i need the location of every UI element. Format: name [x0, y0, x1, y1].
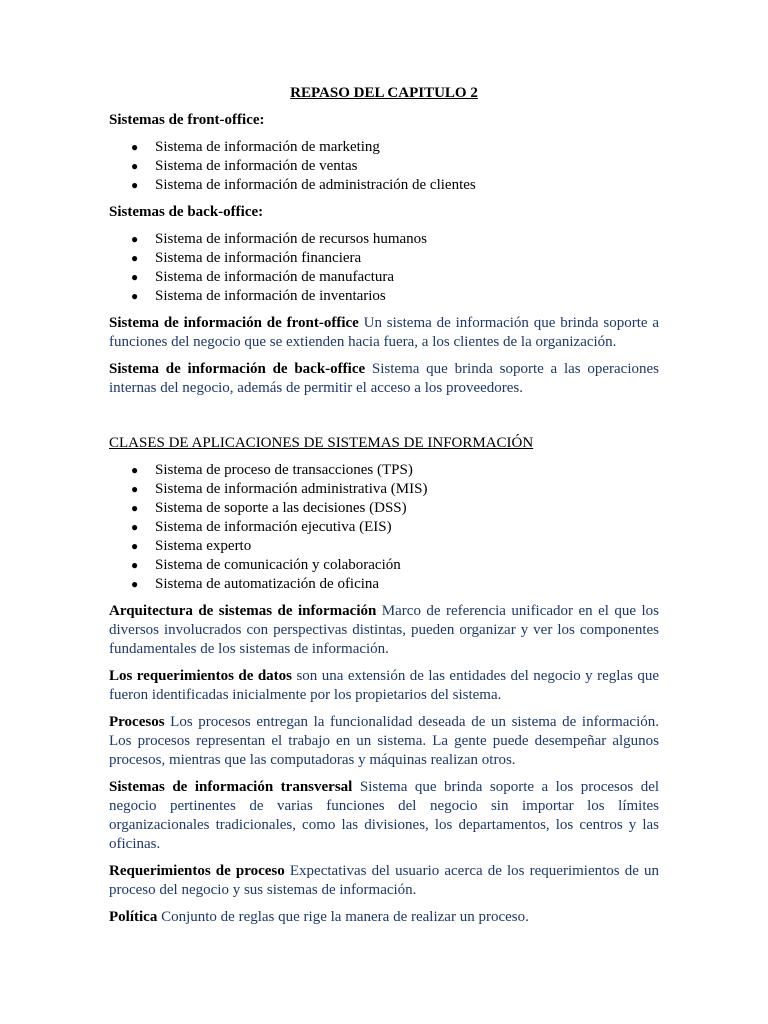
document-page — [109, 84, 659, 935]
definition-desc: Marco de referencia unificador en el que los diversos involucrados con perspectivas distintas, pueden organizar y ver los componentes fundamentales de los sistemas de información. — [109, 603, 659, 657]
front-office-heading: Sistemas de front-office: — [109, 112, 265, 128]
front-office-list — [109, 138, 659, 195]
list-item: ● Sistema de información de administración de clientes — [131, 177, 476, 193]
definition-term: Sistemas de información transversal — [109, 779, 353, 795]
bullet-icon: ● — [131, 251, 139, 265]
document-title: REPASO DEL CAPITULO 2 — [290, 85, 478, 101]
definition-desc: Un sistema de información que brinda soporte a funciones del negocio que se extienden hacia fuera, a los clientes de la organización. — [109, 315, 659, 350]
bullet-icon: ● — [131, 270, 139, 284]
definition-term: Sistema de información de front-office — [109, 315, 359, 331]
bullet-icon: ● — [131, 520, 139, 534]
section-spacer — [109, 406, 659, 434]
back-office-list — [109, 230, 659, 306]
bullet-icon: ● — [131, 289, 139, 303]
definition-term: Los requerimientos de datos — [109, 668, 293, 684]
definition-desc: Expectativas del usuario acerca de los requerimientos de un proceso del negocio y sus sistemas de información. — [109, 863, 659, 898]
list-item: ● Sistema experto — [131, 538, 252, 554]
bullet-icon: ● — [131, 178, 139, 192]
definition-term: Sistema de información de back-office — [109, 361, 366, 377]
definition-desc: Sistema que brinda soporte a los procesos del negocio pertinentes de varias funciones del negocio sin importar los límites organizacionales tradicionales, como las divisiones, los departamentos, los centros y las oficinas. — [109, 779, 660, 852]
definition-back-office — [109, 360, 659, 398]
definition-arquitectura — [109, 602, 659, 659]
definition-term: Arquitectura de sistemas de información — [109, 603, 377, 619]
definition-term: Procesos — [109, 714, 165, 730]
definition-front-office — [109, 314, 659, 352]
definition-requerimientos-datos — [109, 667, 659, 705]
list-item: ● Sistema de información ejecutiva (EIS) — [131, 519, 392, 535]
bullet-icon: ● — [131, 539, 139, 553]
list-item: ● Sistema de soporte a las decisiones (DSS) — [131, 500, 407, 516]
bullet-icon: ● — [131, 463, 139, 477]
list-item: ● Sistema de comunicación y colaboración — [131, 557, 401, 573]
bullet-icon: ● — [131, 501, 139, 515]
back-office-heading: Sistemas de back-office: — [109, 204, 264, 220]
bullet-icon: ● — [131, 482, 139, 496]
definition-procesos — [109, 713, 659, 770]
list-item: ● Sistema de información de recursos humanos — [131, 231, 428, 247]
definition-desc: Los procesos entregan la funcionalidad deseada de un sistema de información. Los procesos representan el trabajo en un sistema. La gente puede desempeñar algunos procesos, mientras que las computadoras y máquinas realizan otros. — [109, 714, 659, 768]
bullet-icon: ● — [131, 159, 139, 173]
bullet-icon: ● — [131, 140, 139, 154]
definition-desc: Conjunto de reglas que rige la manera de realizar un proceso. — [161, 909, 529, 925]
definition-requerimientos-proceso — [109, 862, 659, 900]
list-item: ● Sistema de automatización de oficina — [131, 576, 380, 592]
bullet-icon: ● — [131, 558, 139, 572]
clases-list — [109, 461, 659, 594]
definition-term: Requerimientos de proceso — [109, 863, 285, 879]
clases-heading: CLASES DE APLICACIONES DE SISTEMAS DE INFORMACIÓN — [109, 435, 534, 451]
definition-term: Política — [109, 909, 158, 925]
definition-desc: son una extensión de las entidades del negocio y reglas que fueron identificadas inicialmente por los propietarios del sistema. — [109, 668, 660, 703]
definition-desc: Sistema que brinda soporte a las operaciones internas del negocio, además de permitir el acceso a los proveedores. — [109, 361, 659, 396]
list-item: ● Sistema de proceso de transacciones (TPS) — [131, 462, 413, 478]
list-item: ● Sistema de información de ventas — [131, 158, 358, 174]
bullet-icon: ● — [131, 232, 139, 246]
list-item: ● Sistema de información de marketing — [131, 139, 380, 155]
definition-transversal — [109, 778, 659, 854]
definition-politica — [109, 908, 659, 927]
list-item: ● Sistema de información de manufactura — [131, 269, 395, 285]
list-item: ● Sistema de información financiera — [131, 250, 362, 266]
bullet-icon: ● — [131, 577, 139, 591]
list-item: ● Sistema de información administrativa (MIS) — [131, 481, 428, 497]
list-item: ● Sistema de información de inventarios — [131, 288, 386, 304]
